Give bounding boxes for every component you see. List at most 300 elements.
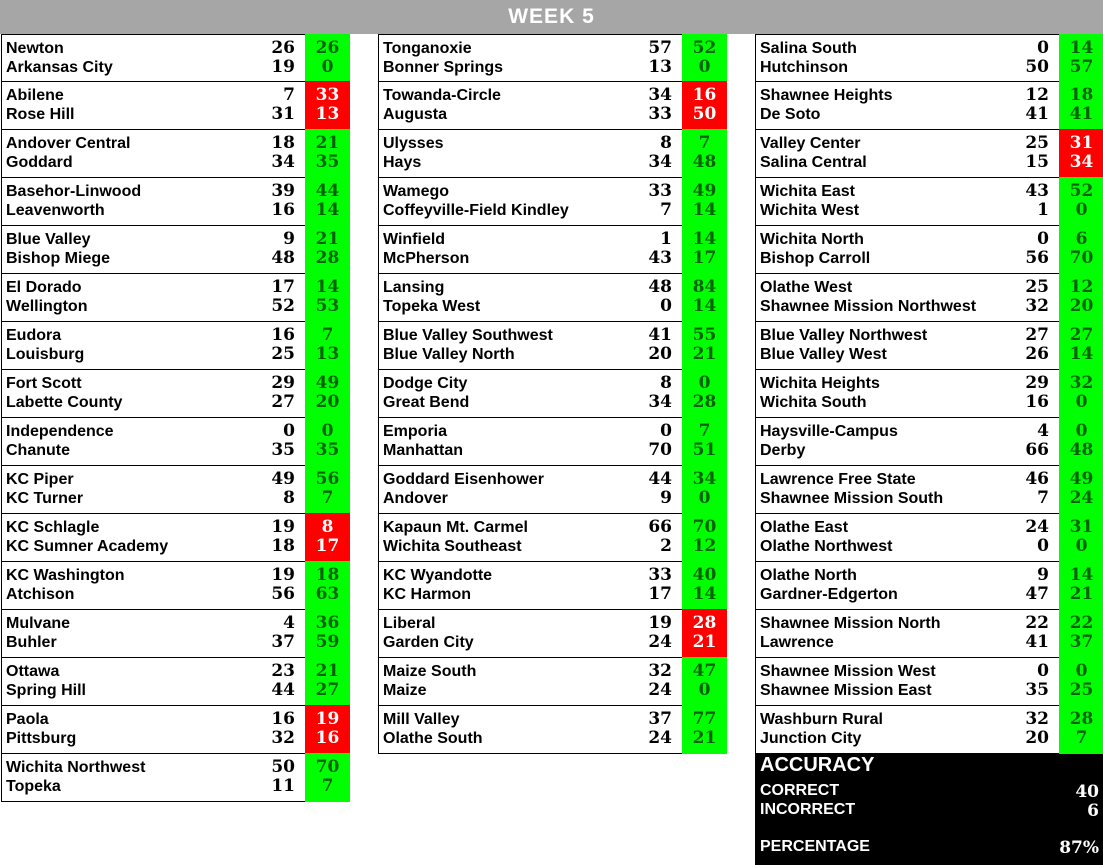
team-2-row [2,537,349,556]
team-2-row [379,58,726,77]
correct-prediction-box [1059,321,1103,370]
team-1-score: 24 [1025,517,1049,537]
team-2-row [379,297,726,316]
team-1-score: 44 [648,469,672,489]
team-1-predicted-score: 14 [1069,565,1094,585]
game-row [378,610,727,658]
team-1-row [379,614,726,633]
team-2-predicted-score: 0 [1075,392,1088,412]
team-1-predicted-score: 0 [1075,661,1088,681]
team-2-name: Great Bend [383,394,470,411]
correct-prediction-box [682,513,727,562]
team-1-score: 25 [1025,277,1049,297]
team-1-score: 16 [271,709,295,729]
team-1-score: 0 [660,421,672,441]
team-1-score: 0 [1037,661,1049,681]
game-row [378,322,727,370]
team-1-predicted-score: 8 [321,517,334,537]
team-2-predicted-score: 0 [321,57,334,77]
correct-prediction-box [305,273,350,322]
team-2-name: De Soto [760,106,821,123]
team-1-name: Newton [6,40,64,57]
game-row [378,466,727,514]
team-1-score: 4 [1037,421,1049,441]
team-2-predicted-score: 24 [1069,488,1094,508]
team-2-name: Andover [383,490,448,507]
team-2-name: Maize [383,682,427,699]
team-2-score: 32 [1025,296,1049,316]
team-2-score: 24 [648,680,672,700]
team-2-predicted-score: 13 [315,344,340,364]
team-2-row [379,153,726,172]
team-1-name: Lansing [383,279,445,296]
team-1-score: 17 [271,277,295,297]
accuracy-title: ACCURACY [760,754,875,776]
correct-prediction-box [1059,225,1103,274]
team-1-row [379,326,726,345]
team-1-row [2,39,349,58]
correct-prediction-box [1059,561,1103,610]
team-2-row [756,585,1103,604]
team-1-row [2,326,349,345]
team-1-predicted-score: 21 [315,661,340,681]
team-1-score: 32 [648,661,672,681]
correct-prediction-box [305,561,350,610]
team-2-score: 48 [271,248,295,268]
team-1-row [756,182,1103,201]
correct-prediction-box [1059,417,1103,466]
team-1-row [756,614,1103,633]
games-column-3 [755,34,1103,754]
team-2-predicted-score: 28 [692,392,717,412]
team-2-name: Bonner Springs [383,59,504,76]
team-2-score: 0 [1037,536,1049,556]
team-1-row [2,182,349,201]
team-1-row [756,134,1103,153]
team-1-row [2,470,349,489]
team-2-score: 35 [271,440,295,460]
team-1-row [756,278,1103,297]
correct-prediction-box [1059,34,1103,83]
team-1-predicted-score: 14 [1069,38,1094,58]
team-2-score: 52 [271,296,295,316]
team-2-name: Wichita South [760,394,867,411]
game-row [378,130,727,178]
team-2-row [756,633,1103,652]
team-1-predicted-score: 16 [692,85,717,105]
team-1-score: 48 [648,277,672,297]
team-2-row [379,729,726,748]
team-2-score: 9 [660,488,672,508]
team-2-name: Lawrence [760,634,834,651]
team-1-name: Wichita North [760,231,864,248]
team-2-row [379,537,726,556]
correct-prediction-box [1059,369,1103,418]
team-2-name: Chanute [6,442,70,459]
team-2-row [379,201,726,220]
team-2-predicted-score: 21 [692,728,717,748]
correct-prediction-box [305,417,350,466]
team-2-score: 11 [271,776,295,796]
team-2-predicted-score: 0 [1075,200,1088,220]
team-1-name: Basehor-Linwood [6,183,142,200]
team-1-row [379,710,726,729]
team-2-score: 18 [271,536,295,556]
team-1-predicted-score: 40 [692,565,717,585]
team-2-predicted-score: 21 [692,344,717,364]
team-2-predicted-score: 37 [1069,632,1094,652]
game-row [378,418,727,466]
team-1-name: KC Piper [6,471,74,488]
team-1-predicted-score: 84 [692,277,717,297]
team-2-score: 34 [648,152,672,172]
team-1-name: Kapaun Mt. Carmel [383,519,528,536]
correct-label: CORRECT [760,782,840,799]
team-1-score: 19 [271,517,295,537]
team-2-score: 19 [271,57,295,77]
team-2-score: 0 [660,296,672,316]
team-2-name: Gardner-Edgerton [760,586,898,603]
team-1-predicted-score: 14 [315,277,340,297]
team-1-score: 9 [1037,565,1049,585]
team-1-name: Mulvane [6,615,71,632]
team-2-row [379,633,726,652]
team-2-name: Wichita Southeast [383,538,522,555]
team-1-predicted-score: 0 [321,421,334,441]
team-1-name: Eudora [6,327,62,344]
team-1-name: Olathe West [760,279,853,296]
team-2-row [756,489,1103,508]
team-1-name: Mill Valley [383,711,460,728]
correct-prediction-box [682,177,727,226]
team-1-predicted-score: 70 [692,517,717,537]
team-1-row [379,518,726,537]
game-row [1,178,350,226]
game-row [1,322,350,370]
team-1-score: 0 [1037,229,1049,249]
team-2-row [2,489,349,508]
team-2-score: 56 [1025,248,1049,268]
team-1-name: KC Washington [6,567,125,584]
team-2-name: Blue Valley West [760,346,887,363]
team-1-row [379,182,726,201]
game-row [1,418,350,466]
team-2-row [379,441,726,460]
team-2-predicted-score: 21 [692,632,717,652]
team-1-score: 39 [271,181,295,201]
correct-prediction-box [682,321,727,370]
team-2-row [756,58,1103,77]
team-2-row [756,393,1103,412]
team-2-name: KC Harmon [383,586,472,603]
team-2-predicted-score: 35 [315,152,340,172]
team-2-predicted-score: 53 [315,296,340,316]
team-2-name: Goddard [6,154,73,171]
percentage-label: PERCENTAGE [760,838,870,855]
team-2-name: Buhler [6,634,57,651]
team-2-score: 8 [283,488,295,508]
game-row [378,370,727,418]
team-1-predicted-score: 44 [315,181,340,201]
team-1-predicted-score: 52 [1069,181,1094,201]
team-2-predicted-score: 16 [315,728,340,748]
game-row [1,274,350,322]
incorrect-prediction-box [305,705,350,754]
team-1-row [379,422,726,441]
game-row [1,226,350,274]
correct-prediction-box [1059,513,1103,562]
team-1-row [379,470,726,489]
team-2-row [2,393,349,412]
team-2-score: 33 [648,104,672,124]
correct-prediction-box [305,369,350,418]
team-2-row [2,297,349,316]
team-2-predicted-score: 20 [315,392,340,412]
game-row [378,226,727,274]
incorrect-prediction-box [305,81,350,130]
team-2-name: Olathe South [383,730,483,747]
game-row [378,514,727,562]
team-2-name: Garden City [383,634,474,651]
team-2-row [2,729,349,748]
team-1-score: 34 [648,85,672,105]
team-1-name: Haysville-Campus [760,423,898,440]
team-2-predicted-score: 35 [315,440,340,460]
team-2-row [379,681,726,700]
team-2-row [756,345,1103,364]
team-1-score: 4 [283,613,295,633]
team-2-name: McPherson [383,250,470,267]
team-1-predicted-score: 33 [315,85,340,105]
team-2-row [756,153,1103,172]
team-2-name: Manhattan [383,442,463,459]
team-1-row [2,566,349,585]
team-2-predicted-score: 14 [692,200,717,220]
team-1-predicted-score: 22 [1069,613,1094,633]
team-1-name: Olathe East [760,519,849,536]
team-2-predicted-score: 20 [1069,296,1094,316]
team-2-predicted-score: 14 [692,296,717,316]
team-1-score: 66 [648,517,672,537]
team-1-row [379,374,726,393]
team-2-name: Shawnee Mission Northwest [760,298,977,315]
game-row [378,274,727,322]
team-1-name: KC Wyandotte [383,567,493,584]
team-1-score: 19 [648,613,672,633]
team-2-name: Rose Hill [6,106,75,123]
team-2-name: Topeka [6,778,61,795]
team-1-score: 12 [1025,85,1049,105]
team-2-row [2,441,349,460]
team-2-name: Coffeyville-Field Kindley [383,202,569,219]
team-1-row [379,662,726,681]
correct-prediction-box [305,129,350,178]
team-2-name: Hays [383,154,422,171]
team-2-predicted-score: 0 [698,680,711,700]
team-2-predicted-score: 51 [692,440,717,460]
team-1-name: Wichita Northwest [6,759,146,776]
game-row [755,82,1103,130]
team-2-name: KC Sumner Academy [6,538,169,555]
team-1-row [379,230,726,249]
team-1-row [2,134,349,153]
team-2-name: Wellington [6,298,88,315]
team-1-name: El Dorado [6,279,82,296]
team-2-score: 20 [1025,728,1049,748]
correct-prediction-box [305,177,350,226]
team-2-predicted-score: 7 [321,488,334,508]
percentage-value: 87% [1059,838,1099,858]
team-2-predicted-score: 21 [1069,584,1094,604]
team-2-score: 70 [648,440,672,460]
team-1-name: Paola [6,711,49,728]
correct-prediction-box [305,657,350,706]
team-2-score: 34 [648,392,672,412]
team-1-row [379,86,726,105]
team-2-row [756,537,1103,556]
games-column-2 [378,34,727,754]
team-2-row [756,105,1103,124]
team-2-predicted-score: 28 [315,248,340,268]
week-title: WEEK 5 [0,0,1103,34]
game-row [1,34,350,82]
team-1-score: 26 [271,38,295,58]
team-1-name: Blue Valley [6,231,91,248]
team-1-predicted-score: 49 [692,181,717,201]
correct-prediction-box [305,753,350,802]
team-1-name: Blue Valley Southwest [383,327,553,344]
team-1-score: 18 [271,133,295,153]
game-row [1,370,350,418]
team-2-predicted-score: 17 [315,536,340,556]
team-1-predicted-score: 49 [315,373,340,393]
game-row [378,562,727,610]
correct-prediction-box [305,225,350,274]
team-1-score: 46 [1025,469,1049,489]
team-2-score: 16 [271,200,295,220]
team-2-name: Topeka West [383,298,481,315]
team-2-row [756,249,1103,268]
team-2-predicted-score: 59 [315,632,340,652]
team-1-row [2,614,349,633]
game-row [1,514,350,562]
team-2-predicted-score: 41 [1069,104,1094,124]
team-1-predicted-score: 0 [698,373,711,393]
team-1-score: 33 [648,181,672,201]
team-2-name: Olathe Northwest [760,538,893,555]
correct-prediction-box [682,561,727,610]
team-1-predicted-score: 27 [1069,325,1094,345]
team-1-score: 33 [648,565,672,585]
team-1-name: Salina South [760,40,857,57]
game-row [378,34,727,82]
team-2-score: 41 [1025,632,1049,652]
games-column-1 [1,34,350,802]
team-1-predicted-score: 7 [321,325,334,345]
team-2-row [2,633,349,652]
game-row [1,610,350,658]
game-row [1,466,350,514]
game-row [755,274,1103,322]
team-1-score: 1 [660,229,672,249]
team-2-predicted-score: 14 [1069,344,1094,364]
team-1-score: 9 [283,229,295,249]
team-2-score: 31 [271,104,295,124]
incorrect-prediction-box [682,81,727,130]
correct-prediction-box [682,465,727,514]
team-2-row [379,105,726,124]
team-2-predicted-score: 12 [692,536,717,556]
team-1-name: Ottawa [6,663,60,680]
team-1-row [2,662,349,681]
correct-prediction-box [305,465,350,514]
team-1-row [756,39,1103,58]
game-row [755,370,1103,418]
team-2-name: Bishop Carroll [760,250,871,267]
game-row [755,610,1103,658]
team-2-score: 37 [271,632,295,652]
team-2-predicted-score: 70 [1069,248,1094,268]
team-1-predicted-score: 6 [1075,229,1088,249]
correct-prediction-box [682,129,727,178]
incorrect-prediction-box [305,513,350,562]
team-2-score: 43 [648,248,672,268]
team-1-name: Ulysses [383,135,444,152]
team-2-predicted-score: 0 [1075,536,1088,556]
team-2-row [379,585,726,604]
team-1-predicted-score: 77 [692,709,717,729]
team-2-predicted-score: 7 [1075,728,1088,748]
correct-prediction-box [682,225,727,274]
game-row [755,322,1103,370]
team-2-score: 35 [1025,680,1049,700]
game-row [755,178,1103,226]
team-1-score: 43 [1025,181,1049,201]
team-1-score: 19 [271,565,295,585]
game-row [755,706,1103,754]
team-2-score: 41 [1025,104,1049,124]
correct-value: 40 [1075,782,1099,802]
game-row [755,226,1103,274]
team-1-row [379,566,726,585]
team-2-name: Arkansas City [6,59,113,76]
team-2-row [756,681,1103,700]
team-1-score: 23 [271,661,295,681]
incorrect-value: 6 [1087,801,1099,821]
team-1-name: Wamego [383,183,450,200]
team-2-score: 20 [648,344,672,364]
team-1-row [379,134,726,153]
team-1-predicted-score: 21 [315,229,340,249]
team-2-score: 1 [1037,200,1049,220]
team-1-name: Shawnee Mission West [760,663,936,680]
team-1-row [379,278,726,297]
team-1-score: 37 [648,709,672,729]
team-1-predicted-score: 31 [1069,517,1094,537]
team-1-row [756,326,1103,345]
team-1-name: Wichita Heights [760,375,880,392]
team-1-score: 25 [1025,133,1049,153]
team-2-score: 66 [1025,440,1049,460]
team-2-predicted-score: 7 [321,776,334,796]
team-1-predicted-score: 28 [1069,709,1094,729]
team-1-name: Shawnee Mission North [760,615,941,632]
team-2-score: 13 [648,57,672,77]
team-2-score: 25 [271,344,295,364]
correct-prediction-box [682,369,727,418]
team-2-score: 16 [1025,392,1049,412]
team-2-row [756,201,1103,220]
